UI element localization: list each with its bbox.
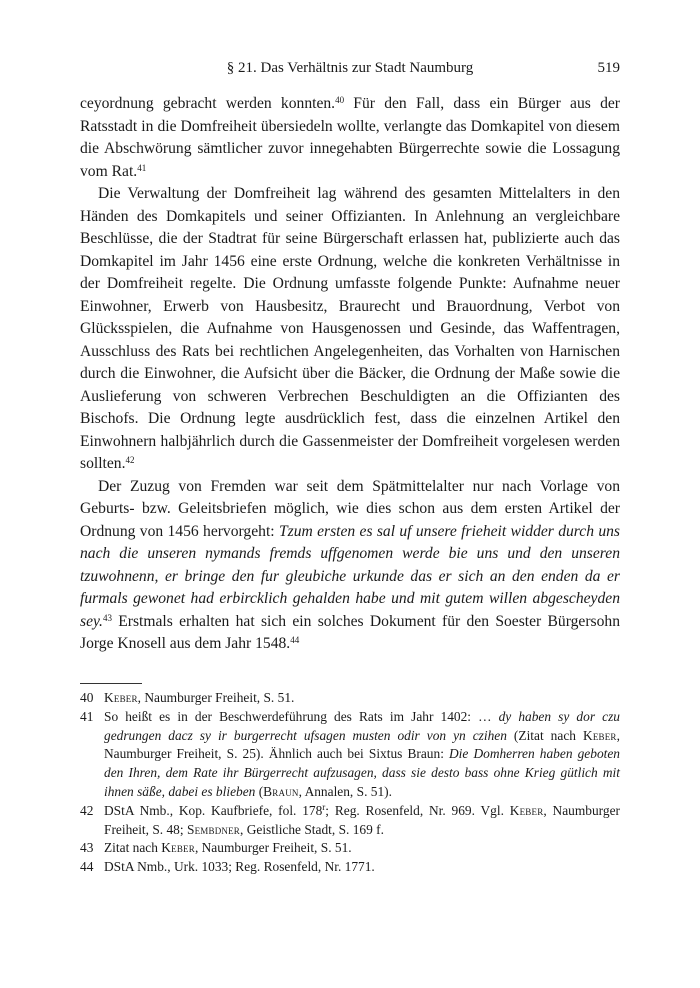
author-name: Sembdner: [186, 821, 241, 837]
paragraph-text: Für den Fall, dass ein Bürger aus der Ratsstadt in die Domfreiheit übersiedeln wollte, verlangte das Domkapitel von diesem die Abschwörung sämtlicher zuvor innegehabten Bürgerrechte sowie die Lossagung vom Rat.: [80, 95, 620, 180]
footnote-text: [104, 708, 620, 802]
footnote-ref[interactable]: 43: [102, 612, 112, 623]
footnote-number: 43: [80, 840, 94, 856]
footnote-segment: , Geistliche Stadt, S. 169 f.: [240, 821, 384, 837]
author-name: Braun: [263, 783, 299, 799]
footnote-segment: So heißt es in der Beschwerdeführung des Rats im Jahr 1402: …: [104, 708, 499, 724]
footnote-number: 42: [80, 802, 94, 818]
footnote-segment: (Zitat nach: [506, 727, 583, 743]
footnote-ref[interactable]: 41: [137, 162, 147, 173]
footnote-rule: [80, 683, 142, 684]
footnote-text: [104, 802, 620, 840]
author-name: Keber: [104, 690, 138, 705]
paragraph-text: Der Zuzug von Fremden war seit dem Spätmittelalter nur nach Vorlage von Geburts- bzw. Geleitsbriefen möglich, wie dies schon aus dem ersten Artikel der Ordnung von 1456 hervorgeht:: [80, 477, 620, 540]
quotation: Die Domherren haben geboten den Ihren, dem Rate ihr Bürgerrecht aufzusagen, dass sie desto bass ohne Krieg gütlich mit ihnen säße, dabei es blieben: [104, 746, 620, 799]
footnote-text: DStA Nmb., Urk. 1033; Reg. Rosenfeld, Nr. 1771.: [104, 859, 375, 875]
footnote-41: [80, 708, 620, 802]
footnote-43: [80, 839, 620, 858]
footnote-ref[interactable]: 44: [290, 635, 300, 645]
footnote-segment: , Naumburger Freiheit, S. 25). Ähnlich auch bei Sixtus Braun:: [104, 727, 620, 762]
footnotes: [80, 689, 620, 877]
folio-recto-mark: r: [322, 801, 326, 812]
paragraph-text: Die Verwaltung der Domfreiheit lag während des gesamten Mittelalters in den Händen des Domkapitels und seiner Offizianten. In Anlehnung an vergleichbare Beschlüsse, die der Stadtrat für seine Bürgerschaft erlassen hat, publizierte auch das Domkapitel im Jahr 1456 eine erste Ordnung, welche die konkreten Verhältnisse in der Domfreiheit regelte. Die Ordnung umfasste folgende Punkte: Aufnahme neuer Einwohner, Erwerb von Hausbesitz, Braurecht und Brauordnung, Verbot von Glücksspielen, die Aufnahme von Hausgenossen und Gesinde, das Waffentragen, Ausschluss des Rats bei rechtlichen Angelegenheiten, das Vorhalten von Harnischen durch die Einwohner, die Aufsicht über die Bäcker, die Ordnung der Maße sowie die Auslieferung von schweren Verbrechen Beschuldigten an die Offizianten des Bischofs. Die Ordnung legte ausdrücklich fest, dass die einzelnen Artikel den Einwohnern halbjährlich durch die Gassenmeister der Domfreiheit vorgelesen werden sollten.: [80, 185, 620, 472]
footnote-number: 44: [80, 859, 94, 875]
footnote-number: 40: [80, 690, 94, 705]
footnote-number: 41: [80, 708, 94, 724]
footnote-44: [80, 858, 620, 877]
footnote-segment: , Naumburger Freiheit, S. 51.: [194, 840, 352, 856]
paragraph-text: Erstmals erhalten hat sich ein solches Dokument für den Soester Bürgersohn Jorge Knosell aus dem Jahr 1548.: [80, 612, 620, 652]
footnote-segment: , Annalen, S. 51).: [298, 783, 392, 799]
footnote-text: [104, 839, 620, 858]
paragraph-1: [80, 93, 620, 183]
paragraph-2: [80, 183, 620, 476]
paragraph-text: ceyordnung gebracht werden konnten.: [80, 95, 336, 112]
footnote-40: [80, 689, 620, 708]
footnote-ref[interactable]: 42: [125, 455, 135, 465]
author-name: Keber: [161, 840, 195, 856]
running-title: § 21. Das Verhältnis zur Stadt Naumburg: [226, 60, 474, 76]
footnote-segment: Zitat nach: [104, 840, 162, 856]
footnote-ref[interactable]: 40: [335, 95, 345, 105]
page-number: 519: [597, 60, 620, 76]
main-text: [80, 93, 620, 656]
footnote-42: [80, 802, 620, 840]
running-header: [80, 60, 620, 84]
footnote-segment: , Naumburger Freiheit, S. 51.: [137, 690, 295, 705]
footnote-segment: ; Reg. Rosenfeld, Nr. 969. Vgl.: [325, 802, 510, 818]
author-name: Keber: [509, 802, 544, 818]
footnote-segment: , Naumburger Freiheit, S. 48;: [104, 802, 620, 837]
footnote-segment: (: [255, 783, 264, 799]
paragraph-3: [80, 476, 620, 656]
footnote-segment: DStA Nmb., Kop. Kaufbriefe, fol. 178: [104, 802, 323, 818]
quotation: dy haben sy dor czu gedrungen dacz sy ir burgerrecht ufsagen musten odir von yn czihen: [104, 708, 620, 743]
quotation: Tzum ersten es sal uf unsere frieheit widder durch uns nach die unseren nymands fremds uffgenomen werde bie uns und den unseren tzuwohnenn, er bringe den fur gleubiche urkunde das er sich an den enden da er furmals gewonet had erbircklich gehalden habe und mit gutem willen abgescheyden sey.: [80, 522, 620, 630]
author-name: Keber: [582, 727, 617, 743]
footnote-text: [104, 689, 620, 708]
